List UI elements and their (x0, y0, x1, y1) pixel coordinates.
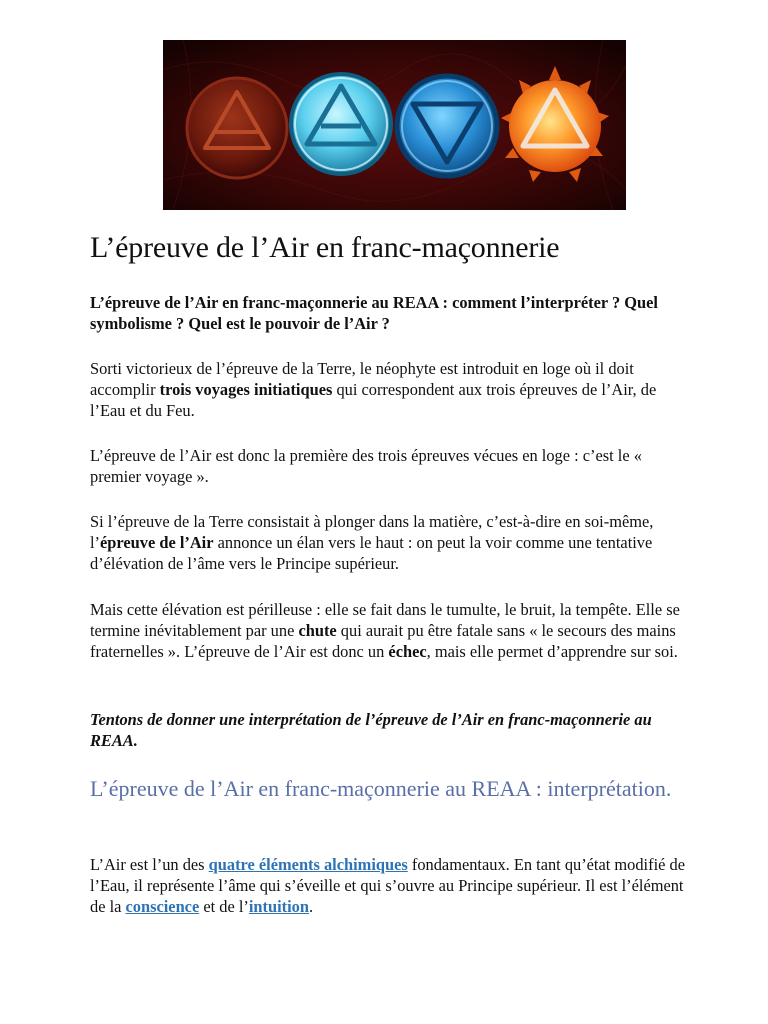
section-heading: L’épreuve de l’Air en franc-maçonnerie au REAA : interprétation. (90, 776, 672, 801)
paragraph-5-italic: Tentons de donner une interprétation de l’épreuve de l’Air en franc-maçonnerie au REAA. (90, 710, 652, 750)
text-span: . (308, 897, 314, 916)
earth-symbol-icon (187, 78, 287, 178)
text-span: qui aurait pu être fatale sans « le secours des mains fraternelles ». L’épreuve de l’Air est donc un (90, 621, 676, 661)
page-title: L’épreuve de l’Air en franc-maçonnerie (90, 231, 560, 264)
text-span: , mais elle permet d’apprendre sur soi. (426, 642, 678, 661)
link-intuition[interactable]: intuition (248, 897, 309, 916)
bold-text: chute (298, 621, 337, 640)
water-symbol-icon (397, 76, 497, 176)
link-quatre-elements[interactable]: quatre éléments alchimiques (208, 855, 408, 874)
bold-text: échec (388, 642, 427, 661)
text-span: Si l’épreuve de la Terre consistait à plonger dans la matière, c’est-à-dire en soi-même, l’ (90, 512, 654, 552)
text-span: L’Air est l’un des (90, 855, 209, 874)
paragraph-3 (90, 511, 690, 574)
text-span: annonce un élan vers le haut : on peut la voir comme une tentative d’élévation de l’âme vers le Principe supérieur. (90, 533, 653, 573)
bold-text: trois voyages initiatiques (159, 380, 333, 399)
text-span: fondamentaux. En tant qu’état modifié de l’Eau, il représente l’âme qui s’éveille et qui s’ouvre au Principe supérieur. Il est l’élément de la (90, 855, 685, 916)
text-span: Sorti victorieux de l’épreuve de la Terre, le néophyte est introduit en loge où il doit accomplir (90, 359, 634, 399)
paragraph-1 (90, 358, 690, 421)
lead-paragraph: L’épreuve de l’Air en franc-maçonnerie au REAA : comment l’interpréter ? Quel symbolisme ? Quel est le pouvoir de l’Air ? (90, 293, 658, 333)
text-span: Mais cette élévation est périlleuse : elle se fait dans le tumulte, le bruit, la tempête. Elle se termine inévitablement par une (90, 600, 680, 640)
bold-text: épreuve de l’Air (100, 533, 214, 552)
elements-banner (163, 40, 626, 210)
paragraph-2: L’épreuve de l’Air est donc la première des trois épreuves vécues en loge : c’est le « premier voyage ». (90, 446, 642, 486)
air-symbol-icon (291, 74, 391, 174)
text-span: et de l’ (199, 897, 249, 916)
link-conscience[interactable]: conscience (125, 897, 200, 916)
paragraph-4 (90, 599, 690, 662)
paragraph-6 (90, 854, 690, 917)
text-span: qui correspondent aux trois épreuves de l’Air, de l’Eau et du Feu. (90, 380, 657, 420)
